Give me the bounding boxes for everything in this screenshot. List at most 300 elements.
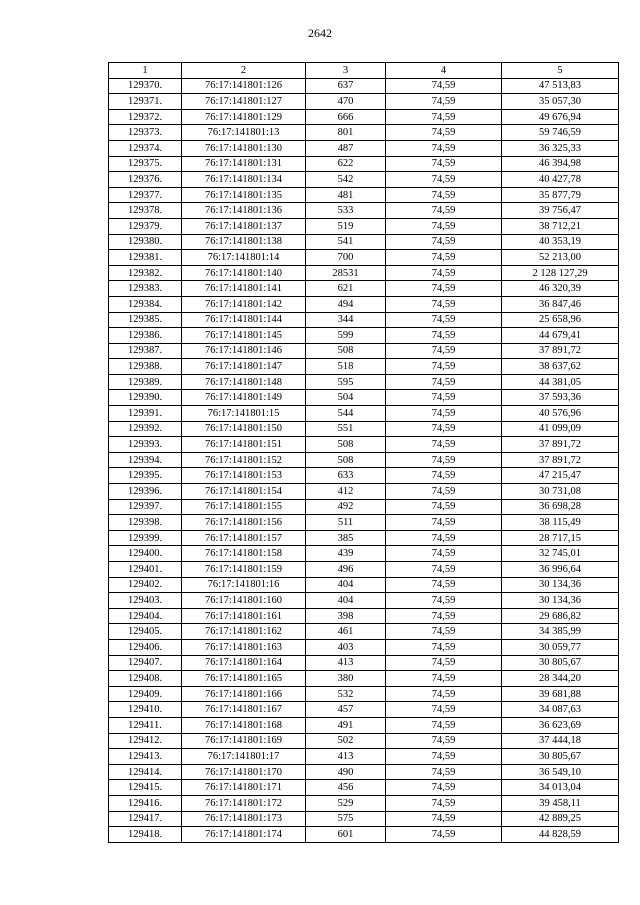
table-cell: 41 099,09 <box>502 421 619 437</box>
table-cell: 74,59 <box>386 795 502 811</box>
table-row <box>109 281 619 297</box>
table-cell: 28531 <box>306 265 386 281</box>
column-header: 2 <box>182 63 306 79</box>
table-cell: 30 731,08 <box>502 484 619 500</box>
table-cell: 37 891,72 <box>502 437 619 453</box>
table-cell: 74,59 <box>386 827 502 843</box>
table-cell: 74,59 <box>386 156 502 172</box>
column-header: 4 <box>386 63 502 79</box>
table-cell: 129374. <box>109 140 182 156</box>
table-cell: 129416. <box>109 795 182 811</box>
table-row <box>109 437 619 453</box>
table-cell: 637 <box>306 78 386 94</box>
table-cell: 52 213,00 <box>502 250 619 266</box>
table-cell: 74,59 <box>386 593 502 609</box>
table-cell: 74,59 <box>386 250 502 266</box>
table-cell: 74,59 <box>386 530 502 546</box>
table-cell: 544 <box>306 406 386 422</box>
table-row <box>109 499 619 515</box>
table-row <box>109 749 619 765</box>
table-cell: 129414. <box>109 764 182 780</box>
table-cell: 129404. <box>109 608 182 624</box>
table-cell: 76:17:141801:148 <box>182 374 306 390</box>
table-cell: 74,59 <box>386 421 502 437</box>
table-cell: 129395. <box>109 468 182 484</box>
table-cell: 35 877,79 <box>502 187 619 203</box>
table-cell: 76:17:141801:167 <box>182 702 306 718</box>
table-cell: 129373. <box>109 125 182 141</box>
table-row <box>109 234 619 250</box>
table-cell: 385 <box>306 530 386 546</box>
table-cell: 413 <box>306 655 386 671</box>
table-cell: 36 698,28 <box>502 499 619 515</box>
table-cell: 37 444,18 <box>502 733 619 749</box>
table-cell: 519 <box>306 218 386 234</box>
table-cell: 129415. <box>109 780 182 796</box>
table-cell: 129378. <box>109 203 182 219</box>
table-cell: 76:17:141801:134 <box>182 172 306 188</box>
table-cell: 74,59 <box>386 234 502 250</box>
table-cell: 344 <box>306 312 386 328</box>
table-cell: 403 <box>306 639 386 655</box>
table-cell: 74,59 <box>386 265 502 281</box>
table-cell: 74,59 <box>386 125 502 141</box>
table-cell: 76:17:141801:166 <box>182 686 306 702</box>
table-cell: 28 344,20 <box>502 671 619 687</box>
table-cell: 76:17:141801:157 <box>182 530 306 546</box>
table-cell: 129390. <box>109 390 182 406</box>
table-row <box>109 94 619 110</box>
table-cell: 76:17:141801:15 <box>182 406 306 422</box>
column-header: 1 <box>109 63 182 79</box>
table-cell: 74,59 <box>386 562 502 578</box>
table-cell: 490 <box>306 764 386 780</box>
table-cell: 76:17:141801:151 <box>182 437 306 453</box>
table-cell: 74,59 <box>386 281 502 297</box>
table-row <box>109 624 619 640</box>
table-cell: 76:17:141801:126 <box>182 78 306 94</box>
table-cell: 37 891,72 <box>502 452 619 468</box>
table-row <box>109 172 619 188</box>
table-cell: 76:17:141801:147 <box>182 359 306 375</box>
table-row <box>109 296 619 312</box>
table-row <box>109 359 619 375</box>
table-cell: 47 215,47 <box>502 468 619 484</box>
table-cell: 76:17:141801:158 <box>182 546 306 562</box>
table-cell: 34 087,63 <box>502 702 619 718</box>
table-cell: 461 <box>306 624 386 640</box>
table-cell: 74,59 <box>386 780 502 796</box>
table-cell: 129382. <box>109 265 182 281</box>
table-row <box>109 203 619 219</box>
table-cell: 621 <box>306 281 386 297</box>
table-cell: 601 <box>306 827 386 843</box>
table-row <box>109 468 619 484</box>
table-cell: 129403. <box>109 593 182 609</box>
table-cell: 76:17:141801:172 <box>182 795 306 811</box>
table-cell: 622 <box>306 156 386 172</box>
table-cell: 44 381,05 <box>502 374 619 390</box>
table-row <box>109 125 619 141</box>
table-row <box>109 686 619 702</box>
table-cell: 532 <box>306 686 386 702</box>
table-row <box>109 265 619 281</box>
table-row <box>109 593 619 609</box>
table-row <box>109 655 619 671</box>
table-cell: 129392. <box>109 421 182 437</box>
table-cell: 74,59 <box>386 702 502 718</box>
table-row <box>109 639 619 655</box>
table-cell: 76:17:141801:153 <box>182 468 306 484</box>
table-cell: 129412. <box>109 733 182 749</box>
table-cell: 74,59 <box>386 468 502 484</box>
table-row <box>109 546 619 562</box>
table-cell: 413 <box>306 749 386 765</box>
table-row <box>109 312 619 328</box>
table-cell: 533 <box>306 203 386 219</box>
table-row <box>109 733 619 749</box>
table-cell: 76:17:141801:161 <box>182 608 306 624</box>
table-cell: 76:17:141801:163 <box>182 639 306 655</box>
table-cell: 74,59 <box>386 686 502 702</box>
table-cell: 129380. <box>109 234 182 250</box>
table-cell: 38 637,62 <box>502 359 619 375</box>
table-cell: 76:17:141801:169 <box>182 733 306 749</box>
table-cell: 36 996,64 <box>502 562 619 578</box>
table-cell: 74,59 <box>386 140 502 156</box>
table-cell: 129408. <box>109 671 182 687</box>
table-row <box>109 827 619 843</box>
table-cell: 74,59 <box>386 374 502 390</box>
table-cell: 74,59 <box>386 343 502 359</box>
table-cell: 502 <box>306 733 386 749</box>
table-cell: 44 679,41 <box>502 328 619 344</box>
table-cell: 76:17:141801:170 <box>182 764 306 780</box>
table-row <box>109 140 619 156</box>
table-cell: 76:17:141801:154 <box>182 484 306 500</box>
table-cell: 129396. <box>109 484 182 500</box>
table-cell: 380 <box>306 671 386 687</box>
table-row <box>109 515 619 531</box>
table-cell: 37 891,72 <box>502 343 619 359</box>
table-cell: 74,59 <box>386 437 502 453</box>
table-row <box>109 702 619 718</box>
table-cell: 129375. <box>109 156 182 172</box>
table-cell: 40 576,96 <box>502 406 619 422</box>
table-cell: 44 828,59 <box>502 827 619 843</box>
table-cell: 439 <box>306 546 386 562</box>
table-cell: 76:17:141801:131 <box>182 156 306 172</box>
table-cell: 40 427,78 <box>502 172 619 188</box>
table-row <box>109 811 619 827</box>
table-cell: 398 <box>306 608 386 624</box>
table-cell: 36 549,10 <box>502 764 619 780</box>
column-header: 3 <box>306 63 386 79</box>
table-cell: 129372. <box>109 109 182 125</box>
table-row <box>109 608 619 624</box>
table-cell: 40 353,19 <box>502 234 619 250</box>
table-cell: 38 712,21 <box>502 218 619 234</box>
table-cell: 32 745,01 <box>502 546 619 562</box>
table-row <box>109 530 619 546</box>
table-cell: 456 <box>306 780 386 796</box>
table-cell: 508 <box>306 452 386 468</box>
table-cell: 129410. <box>109 702 182 718</box>
table-cell: 34 385,99 <box>502 624 619 640</box>
table-row <box>109 671 619 687</box>
table-cell: 541 <box>306 234 386 250</box>
table-cell: 74,59 <box>386 328 502 344</box>
table-cell: 129397. <box>109 499 182 515</box>
table-cell: 404 <box>306 577 386 593</box>
table-row <box>109 717 619 733</box>
table-cell: 74,59 <box>386 608 502 624</box>
table-cell: 38 115,49 <box>502 515 619 531</box>
table-cell: 76:17:141801:136 <box>182 203 306 219</box>
table-cell: 29 686,82 <box>502 608 619 624</box>
table-body <box>109 78 619 842</box>
table-row <box>109 374 619 390</box>
table-cell: 37 593,36 <box>502 390 619 406</box>
table-cell: 76:17:141801:127 <box>182 94 306 110</box>
table-cell: 76:17:141801:164 <box>182 655 306 671</box>
table-cell: 129386. <box>109 328 182 344</box>
table-row <box>109 343 619 359</box>
table-cell: 129399. <box>109 530 182 546</box>
table-cell: 74,59 <box>386 78 502 94</box>
table-cell: 74,59 <box>386 218 502 234</box>
table-cell: 74,59 <box>386 109 502 125</box>
table-cell: 542 <box>306 172 386 188</box>
table-cell: 74,59 <box>386 764 502 780</box>
table-cell: 74,59 <box>386 359 502 375</box>
table-cell: 595 <box>306 374 386 390</box>
table-cell: 36 325,33 <box>502 140 619 156</box>
table-cell: 30 134,36 <box>502 593 619 609</box>
data-table <box>108 62 619 843</box>
table-cell: 129370. <box>109 78 182 94</box>
table-cell: 74,59 <box>386 811 502 827</box>
table-cell: 34 013,04 <box>502 780 619 796</box>
table-cell: 129387. <box>109 343 182 359</box>
table-cell: 39 458,11 <box>502 795 619 811</box>
table-row <box>109 390 619 406</box>
table-cell: 76:17:141801:137 <box>182 218 306 234</box>
table-cell: 76:17:141801:150 <box>182 421 306 437</box>
table-cell: 76:17:141801:16 <box>182 577 306 593</box>
table-row <box>109 484 619 500</box>
table-cell: 487 <box>306 140 386 156</box>
table-cell: 76:17:141801:129 <box>182 109 306 125</box>
table-cell: 76:17:141801:135 <box>182 187 306 203</box>
table-cell: 30 805,67 <box>502 749 619 765</box>
table-cell: 492 <box>306 499 386 515</box>
table-cell: 76:17:141801:156 <box>182 515 306 531</box>
table-cell: 518 <box>306 359 386 375</box>
table-cell: 46 394,98 <box>502 156 619 172</box>
table-cell: 74,59 <box>386 312 502 328</box>
table-cell: 74,59 <box>386 639 502 655</box>
table-cell: 129418. <box>109 827 182 843</box>
table-cell: 59 746,59 <box>502 125 619 141</box>
table-cell: 481 <box>306 187 386 203</box>
table-row <box>109 577 619 593</box>
table-cell: 404 <box>306 593 386 609</box>
table-cell: 129389. <box>109 374 182 390</box>
table-cell: 76:17:141801:17 <box>182 749 306 765</box>
table-cell: 76:17:141801:159 <box>182 562 306 578</box>
table-cell: 504 <box>306 390 386 406</box>
table-cell: 129406. <box>109 639 182 655</box>
table-cell: 76:17:141801:174 <box>182 827 306 843</box>
table-cell: 801 <box>306 125 386 141</box>
table-cell: 74,59 <box>386 390 502 406</box>
table-cell: 74,59 <box>386 624 502 640</box>
table-cell: 129376. <box>109 172 182 188</box>
table-cell: 30 059,77 <box>502 639 619 655</box>
table-cell: 76:17:141801:165 <box>182 671 306 687</box>
table-cell: 76:17:141801:146 <box>182 343 306 359</box>
table-header-row <box>109 63 619 79</box>
table-cell: 28 717,15 <box>502 530 619 546</box>
table-row <box>109 780 619 796</box>
table-cell: 76:17:141801:140 <box>182 265 306 281</box>
table-cell: 129409. <box>109 686 182 702</box>
table-cell: 74,59 <box>386 94 502 110</box>
table-cell: 76:17:141801:171 <box>182 780 306 796</box>
table-cell: 30 134,36 <box>502 577 619 593</box>
table-cell: 74,59 <box>386 484 502 500</box>
table-cell: 129394. <box>109 452 182 468</box>
table-cell: 74,59 <box>386 733 502 749</box>
table-cell: 74,59 <box>386 187 502 203</box>
table-cell: 36 623,69 <box>502 717 619 733</box>
table-cell: 129377. <box>109 187 182 203</box>
table-cell: 74,59 <box>386 452 502 468</box>
table-cell: 2 128 127,29 <box>502 265 619 281</box>
table-cell: 511 <box>306 515 386 531</box>
table-cell: 76:17:141801:13 <box>182 125 306 141</box>
table-cell: 457 <box>306 702 386 718</box>
table-cell: 129393. <box>109 437 182 453</box>
table-cell: 74,59 <box>386 577 502 593</box>
table-row <box>109 78 619 94</box>
table-cell: 74,59 <box>386 203 502 219</box>
table-cell: 700 <box>306 250 386 266</box>
table-cell: 76:17:141801:173 <box>182 811 306 827</box>
table-cell: 129398. <box>109 515 182 531</box>
table-cell: 35 057,30 <box>502 94 619 110</box>
table-cell: 74,59 <box>386 749 502 765</box>
table-cell: 491 <box>306 717 386 733</box>
table-cell: 76:17:141801:145 <box>182 328 306 344</box>
table-row <box>109 187 619 203</box>
column-header: 5 <box>502 63 619 79</box>
table-cell: 129405. <box>109 624 182 640</box>
table-cell: 74,59 <box>386 515 502 531</box>
table-cell: 76:17:141801:141 <box>182 281 306 297</box>
table-cell: 494 <box>306 296 386 312</box>
table-row <box>109 421 619 437</box>
table-cell: 666 <box>306 109 386 125</box>
table-cell: 74,59 <box>386 717 502 733</box>
table-cell: 129401. <box>109 562 182 578</box>
table-cell: 129402. <box>109 577 182 593</box>
table-cell: 36 847,46 <box>502 296 619 312</box>
table-cell: 129381. <box>109 250 182 266</box>
table-cell: 470 <box>306 94 386 110</box>
table-cell: 551 <box>306 421 386 437</box>
table-cell: 129391. <box>109 406 182 422</box>
table-cell: 76:17:141801:142 <box>182 296 306 312</box>
table-cell: 46 320,39 <box>502 281 619 297</box>
table-cell: 508 <box>306 437 386 453</box>
table-cell: 49 676,94 <box>502 109 619 125</box>
table-cell: 74,59 <box>386 172 502 188</box>
table-cell: 76:17:141801:152 <box>182 452 306 468</box>
table-cell: 76:17:141801:160 <box>182 593 306 609</box>
page-number: 2642 <box>308 26 332 40</box>
table-cell: 599 <box>306 328 386 344</box>
table-row <box>109 218 619 234</box>
table-cell: 129400. <box>109 546 182 562</box>
table-cell: 76:17:141801:149 <box>182 390 306 406</box>
table-cell: 74,59 <box>386 671 502 687</box>
table-cell: 74,59 <box>386 655 502 671</box>
table-row <box>109 406 619 422</box>
table-row <box>109 156 619 172</box>
table-cell: 508 <box>306 343 386 359</box>
table-row <box>109 764 619 780</box>
table-cell: 74,59 <box>386 499 502 515</box>
table-cell: 129371. <box>109 94 182 110</box>
table-cell: 129417. <box>109 811 182 827</box>
table-cell: 496 <box>306 562 386 578</box>
table-cell: 529 <box>306 795 386 811</box>
table-cell: 129383. <box>109 281 182 297</box>
table-cell: 39 681,88 <box>502 686 619 702</box>
table-cell: 25 658,96 <box>502 312 619 328</box>
table-cell: 129379. <box>109 218 182 234</box>
table-cell: 575 <box>306 811 386 827</box>
table-cell: 129388. <box>109 359 182 375</box>
table-cell: 47 513,83 <box>502 78 619 94</box>
table-cell: 74,59 <box>386 406 502 422</box>
table-cell: 76:17:141801:144 <box>182 312 306 328</box>
table-cell: 76:17:141801:130 <box>182 140 306 156</box>
table-row <box>109 109 619 125</box>
table-cell: 412 <box>306 484 386 500</box>
table-row <box>109 452 619 468</box>
table-cell: 129384. <box>109 296 182 312</box>
table-cell: 129411. <box>109 717 182 733</box>
table-cell: 74,59 <box>386 296 502 312</box>
table-cell: 39 756,47 <box>502 203 619 219</box>
table-cell: 76:17:141801:162 <box>182 624 306 640</box>
table-cell: 129385. <box>109 312 182 328</box>
table-row <box>109 328 619 344</box>
table-row <box>109 795 619 811</box>
table-cell: 76:17:141801:14 <box>182 250 306 266</box>
table-cell: 76:17:141801:155 <box>182 499 306 515</box>
table-cell: 42 889,25 <box>502 811 619 827</box>
table-cell: 76:17:141801:168 <box>182 717 306 733</box>
table-cell: 633 <box>306 468 386 484</box>
table-cell: 76:17:141801:138 <box>182 234 306 250</box>
table-row <box>109 562 619 578</box>
table-row <box>109 250 619 266</box>
table-cell: 30 805,67 <box>502 655 619 671</box>
